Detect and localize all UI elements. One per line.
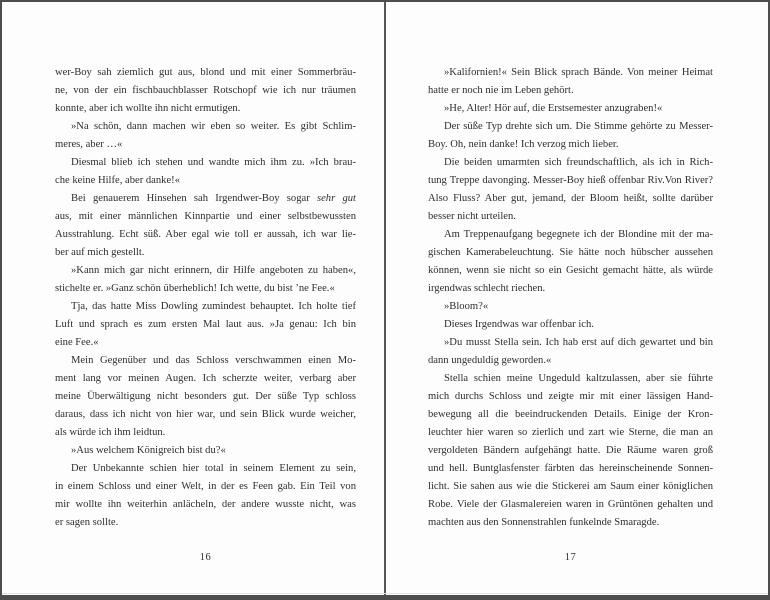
page-left-text	[55, 64, 356, 532]
text-line: ne, von der ein fischbauchblasser Rotschopf wie ich nur träumen	[55, 85, 356, 96]
text-line: Tja, das hatte Miss Dowling zumindest behauptet. Ich holte tief	[71, 301, 356, 312]
page-number-right: 17	[564, 552, 577, 563]
text-line: Der Unbekannte schien hier total in seinem Element zu sein,	[71, 463, 356, 474]
text-line: in einem Schloss und einer Welt, in der es Feen gab. Ein Teil von	[55, 481, 356, 492]
text-line: dann ungeduldig geworden.«	[428, 355, 552, 366]
text-line: konnte, aber ich wollte ihn nicht ermutigen.	[55, 103, 241, 114]
text-line: eine Fee.«	[55, 337, 99, 348]
text-line: Die beiden umarmten sich freundschaftlich, als ich in Rich-	[444, 157, 713, 168]
text-line: Robe. Viele der Glasmalereien waren in Grüntönen gehalten und	[428, 499, 713, 510]
text-line: »Kalifornien!« Sein Blick sprach Bände. Von meiner Heimat	[444, 67, 713, 78]
text-line: irgendwas schlecht riechen.	[428, 283, 546, 294]
text-line: »Aus welchem Königreich bist du?«	[71, 445, 226, 456]
text-line: Luft und sprach es zum ersten Mal laut aus. »Ja genau: Ich bin	[55, 319, 356, 330]
text-line: meres, aber …«	[55, 139, 123, 150]
text-line: er sagen sollte.	[55, 517, 119, 528]
text-line: Also Fluss? Aber gut, jemand, der Bloom heißt, sollte darüber	[428, 193, 713, 204]
text-line: Boy. Oh, nein danke! Ich verzog mich lieber.	[428, 139, 619, 150]
text-line: bewegung all die beeindruckenden Details. Einige der Kron-	[428, 409, 713, 420]
text-line: stichelte er. »Ganz schön überheblich! Ich wette, du bist ’ne Fee.«	[55, 283, 335, 294]
text-line: leuchter hier waren so zierlich und zart wie Sterne, die man an	[428, 427, 713, 438]
text-line: Der süße Typ drehte sich um. Die Stimme gehörte zu Messer-	[444, 121, 713, 132]
text-line: Am Treppenaufgang begegnete ich der Blondine mit der ma-	[444, 229, 713, 240]
text-line: Diesmal blieb ich stehen und wandte mich ihm zu. »Ich brau-	[71, 157, 356, 168]
text-line: daraus, dass ich nicht von hier war, und sein Blick wurde weicher,	[55, 409, 356, 420]
text-line: vergoldeten Bändern aufgehängt hatte. Die Räume waren groß	[428, 445, 713, 456]
text-line: licht. Sie sahen aus wie die Stickerei am Saum einer königlichen	[428, 481, 713, 492]
text-line: gischen Kamerabeleuchtung. Sie hätte noch hübscher aussehen	[428, 247, 713, 258]
text-line: »Bloom?«	[444, 301, 489, 312]
text-line: Dieses Irgendwas war offenbar ich.	[444, 319, 594, 330]
text-line: mich durchs Schloss und zeigte mir mit einer lässigen Hand-	[428, 391, 713, 402]
text-line: wer-Boy sah ziemlich gut aus, blond und mit einer Sommerbräu-	[55, 67, 356, 78]
text-line: aus, mit einer männlichen Kinnpartie und einer selbstbewussten	[55, 211, 356, 222]
text-line: che keine Hilfe, aber danke!«	[55, 175, 180, 186]
text-line: mir wollte ihn weiterhin anlächeln, der andere wusste nicht, was	[55, 499, 356, 510]
text-line: Mein Gegenüber und das Schloss verschwammen einen Mo-	[71, 355, 356, 366]
text-line: und hell. Buntglasfenster färbten das hereinscheinende Sonnen-	[428, 463, 713, 474]
text-line: »Kann mich gar nicht erinnern, dir Hilfe angeboten zu haben«,	[71, 265, 356, 276]
text-line: ber auf mich gestellt.	[55, 247, 145, 258]
text-line: Ausstrahlung. Echt süß. Aber egal wie toll er aussah, ich war lie-	[55, 229, 356, 240]
text-line: »He, Alter! Hör auf, die Erstsemester anzugraben!«	[444, 103, 663, 114]
text-line: können, wenn sie nicht so ein Gesicht gemacht hätte, als würde	[428, 265, 713, 276]
text-line: »Du musst Stella sein. Ich hab erst auf dich gewartet und bin	[444, 337, 713, 348]
page-gutter-divider	[384, 0, 386, 600]
text-line: ment lang vor meinen Augen. Ich scherzte weiter, verbarg aber	[55, 373, 356, 384]
text-line: tung Treppe davonging. Messer-Boy hieß offenbar Riv.Von River?	[428, 175, 713, 186]
text-line: besser nicht urteilen.	[428, 211, 516, 222]
text-line: als würde ich ihm leidtun.	[55, 427, 166, 438]
text-line: hatte er noch nie im Leben gehört.	[428, 85, 574, 96]
text-line: Stella schien meine Ungeduld kaltzulassen, aber sie führte	[444, 373, 713, 384]
text-line: machten aus den Sonnenstrahlen funkelnde Smaragde.	[428, 517, 660, 528]
page-right-text	[428, 64, 713, 532]
bottom-hairline	[2, 593, 768, 594]
text-line: Bei genauerem Hinsehen sah Irgendwer-Boy sogar sehr gut	[71, 193, 356, 204]
text-line: meine Überwältigung nicht besonders gut. Der süße Typ schloss	[55, 391, 356, 402]
text-line: »Na schön, dann machen wir eben so weiter. Es gibt Schlim-	[71, 121, 356, 132]
page-number-left: 16	[199, 552, 212, 563]
